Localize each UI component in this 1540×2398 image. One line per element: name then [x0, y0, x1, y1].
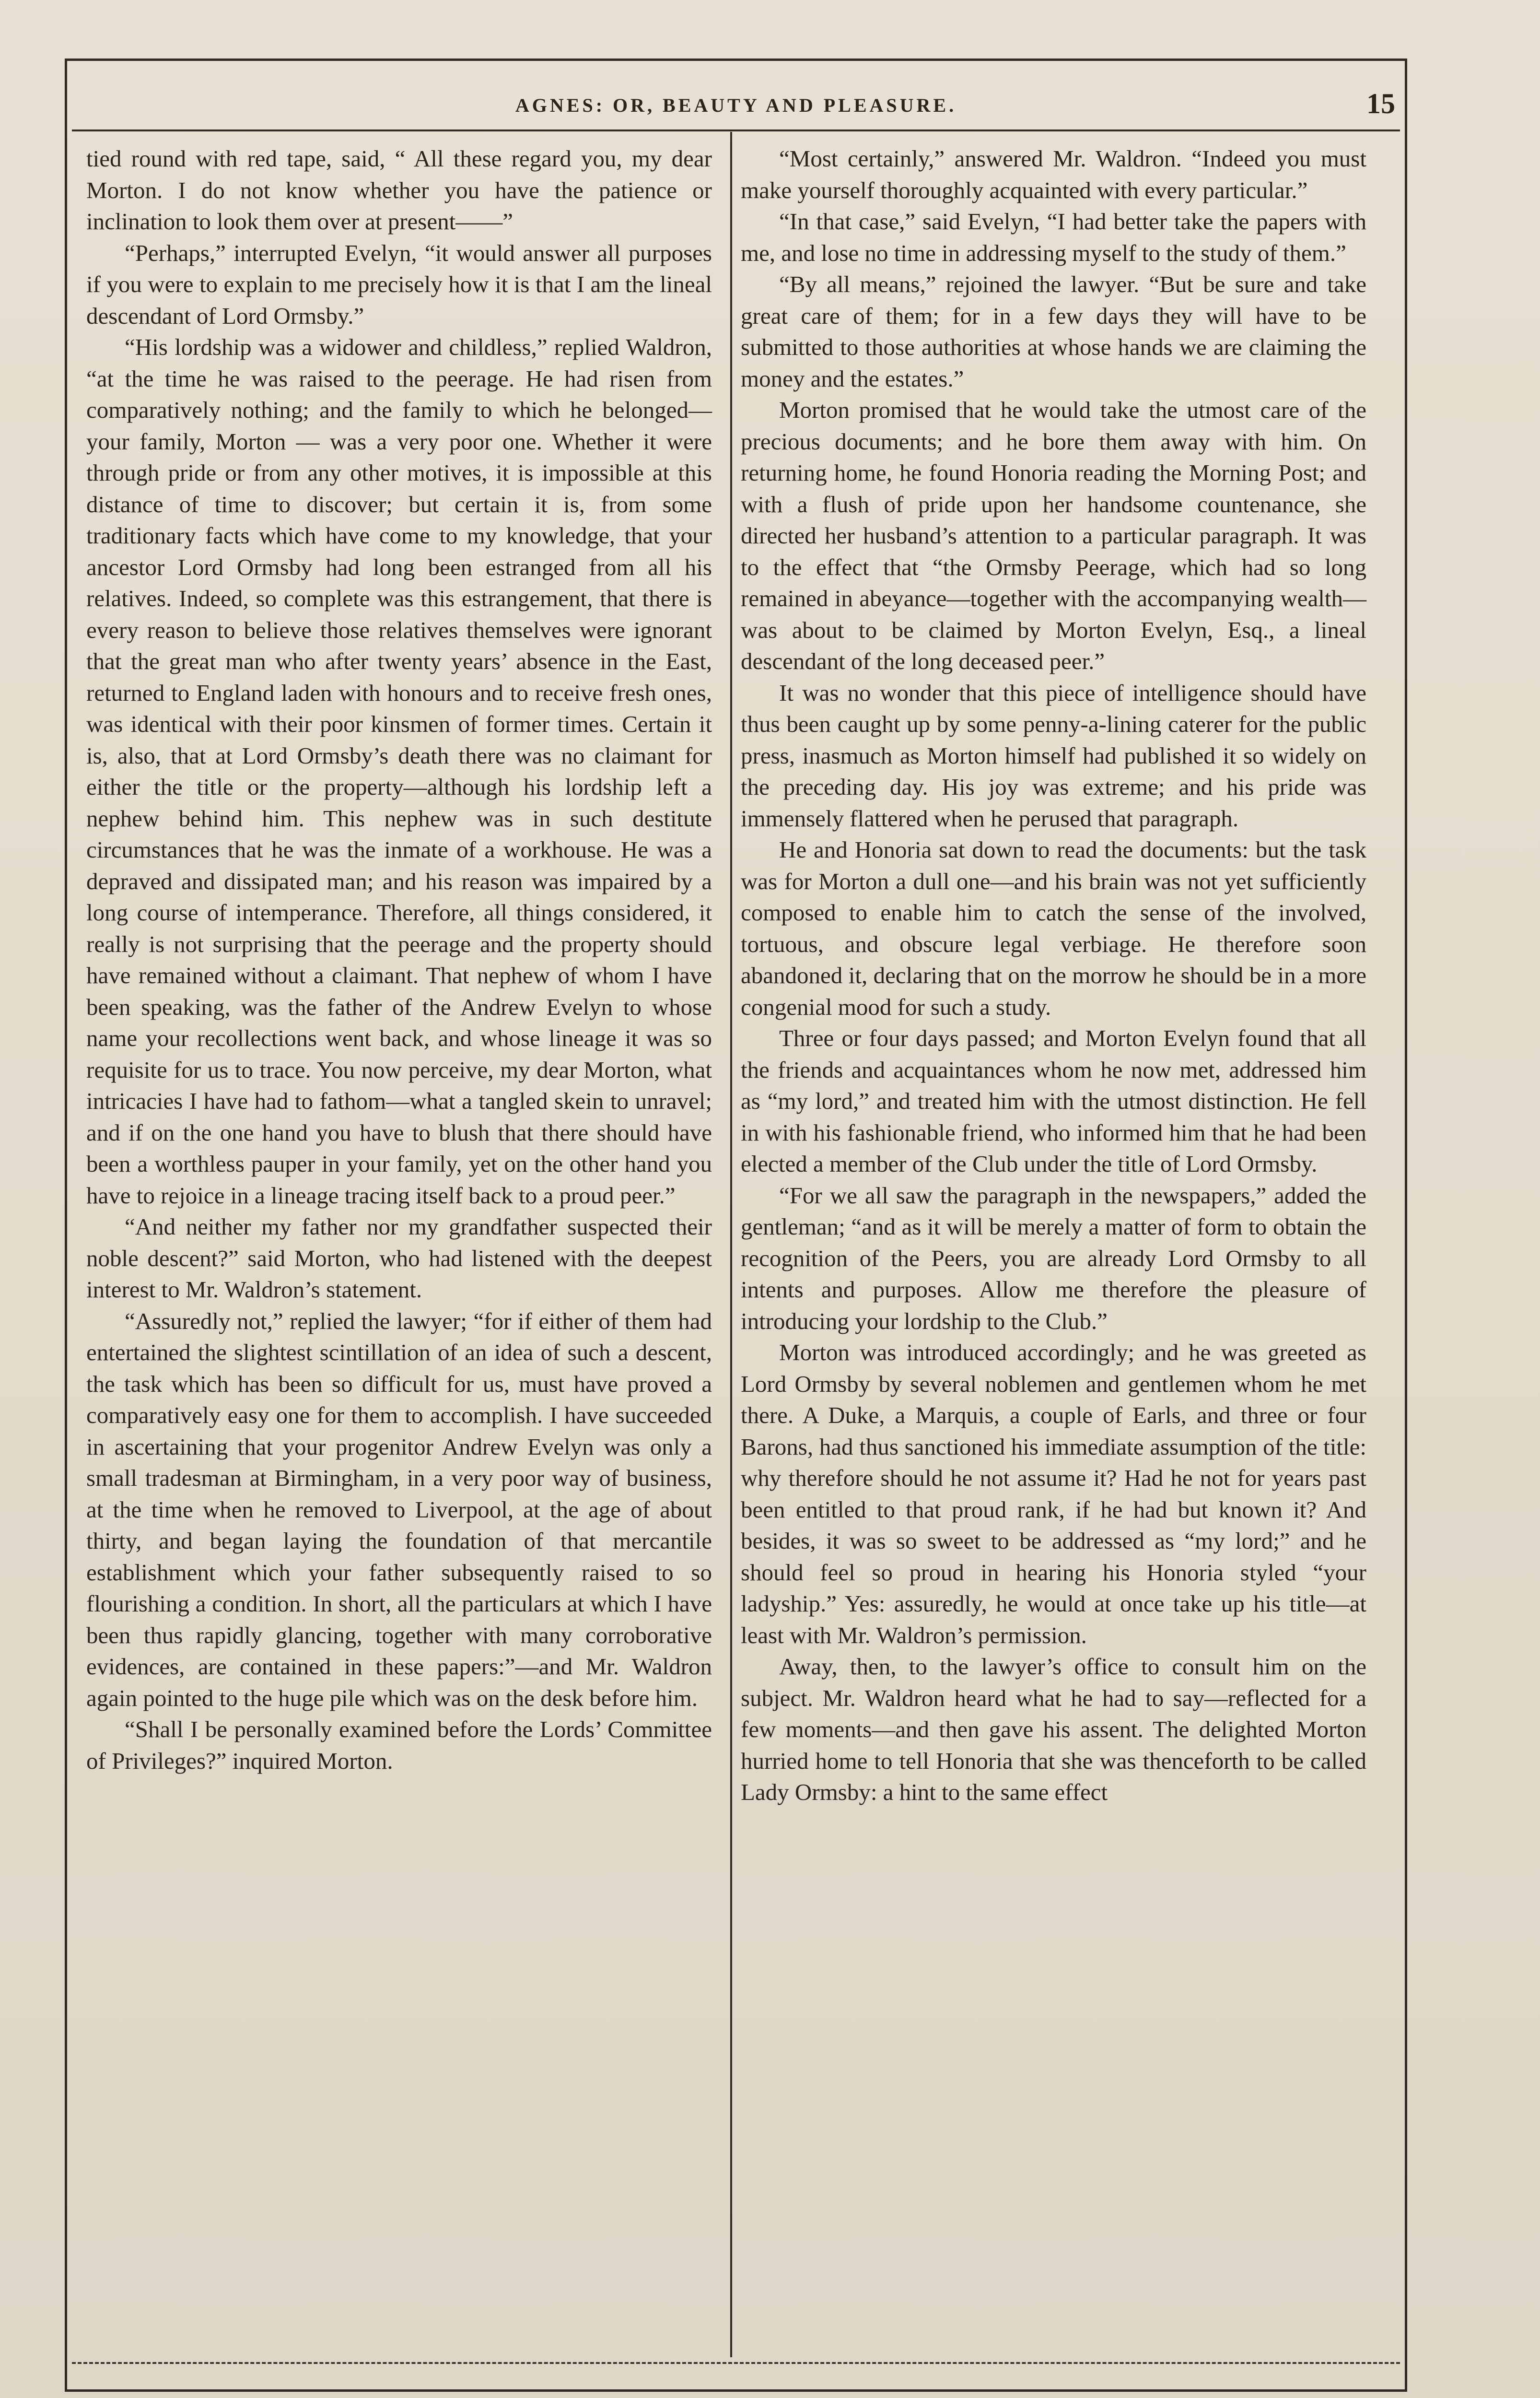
paragraph: “And neither my father nor my grandfather suspected their noble descent?” said Morton, who had listened with the deepest interest to Mr. Waldron’s statement. [86, 1213, 712, 1303]
paragraph: “For we all saw the paragraph in the newspapers,” added the gentleman; “and as it will be merely a matter of form to obtain the recognition of the Peers, you are already Lord Ormsby to all intents and purposes. Allow me therefore the pleasure of introducing your lordship to the Club.” [741, 1182, 1366, 1334]
left-column [86, 143, 712, 1776]
paragraph: “In that case,” said Evelyn, “I had better take the papers with me, and lose no time in addressing myself to the study of them.” [741, 208, 1366, 266]
running-title: AGNES: OR, BEAUTY AND PLEASURE. [515, 94, 957, 116]
right-column [741, 143, 1366, 1808]
paragraph: Three or four days passed; and Morton Evelyn found that all the friends and acquaintances whom he now met, addressed him as “my lord,” and treated him with the utmost distinction. He fell in with his fashionable friend, who informed him that he had been elected a member of the Club under the title of Lord Ormsby. [741, 1025, 1366, 1177]
paragraph: “Shall I be personally examined before the Lords’ Committee of Privileges?” inquired Morton. [86, 1716, 712, 1774]
paragraph: Morton was introduced accordingly; and he was greeted as Lord Ormsby by several noblemen and gentlemen whom he met there. A Duke, a Marquis, a couple of Earls, and three or four Barons, had thus sanctioned his immediate assumption of the title: why therefore should he not assume it? Had he not for years past been entitled to that proud rank, if he had but known it? And besides, it was so sweet to be addressed as “my lord;” and he should feel so proud in hearing his Honoria styled “your ladyship.” Yes: assuredly, he would at once take up his title—at least with Mr. Waldron’s permission. [741, 1339, 1366, 1648]
header-rule [72, 129, 1400, 131]
paragraph: “Most certainly,” answered Mr. Waldron. “Indeed you must make yourself thoroughly acquainted with every particular.” [741, 145, 1366, 203]
paragraph: He and Honoria sat down to read the documents: but the task was for Morton a dull one—and his brain was not yet sufficiently composed to enable him to catch the sense of the involved, tortuous, and obscure legal verbiage. He therefore soon abandoned it, declaring that on the morrow he should be in a more congenial mood for such a study. [741, 836, 1366, 1020]
paragraph: “His lordship was a widower and childless,” replied Waldron, “at the time he was raised to the peerage. He had risen from comparatively nothing; and the family to which he belonged—your family, Morton — was a very poor one. Whether it were through pride or from any other motives, it is impossible at this distance of time to discover; but certain it is, from some traditionary facts which have come to my knowledge, that your ancestor Lord Ormsby had long been estranged from all his relatives. Indeed, so complete was this estrangement, that there is every reason to believe those relatives themselves were ignorant that the great man who after twenty years’ absence in the East, returned to England laden with honours and to receive fresh ones, was identical with their poor kinsmen of former times. Certain it is, also, that at Lord Ormsby’s death there was no claimant for either the title or the property—although his lordship left a nephew behind him. This nephew was in such destitute circumstances that he was the inmate of a workhouse. He was a depraved and dissipated man; and his reason was impaired by a long course of intemperance. Therefore, all things considered, it really is not surprising that the peerage and the property should have remained without a claimant. That nephew of whom I have been speaking, was the father of the Andrew Evelyn to whose name your recollections went back, and whose lineage it was so requisite for us to trace. You now perceive, my dear Morton, what intricacies I have had to fathom—what a tangled skein to unravel; and if on the one hand you have to blush that there should have been a worthless pauper in your family, yet on the other hand you have to rejoice in a lineage tracing itself back to a proud peer.” [86, 334, 712, 1209]
running-head [72, 88, 1400, 125]
paragraph: “Assuredly not,” replied the lawyer; “for if either of them had entertained the slightest scintillation of an idea of such a descent, the task which has been so difficult for us, must have proved a comparatively easy one for them to accomplish. I have succeeded in ascertaining that your progenitor Andrew Evelyn was only a small tradesman at Birmingham, in a very poor way of business, at the time when he removed to Liverpool, at the age of about thirty, and began laying the foundation of that mercantile establishment which your father subsequently raised to so flourishing a condition. In short, all the particulars at which I have been thus rapidly glancing, together with many corroborative evidences, are contained in these papers:”—and Mr. Waldron again pointed to the huge pile which was on the desk before him. [86, 1307, 712, 1711]
paragraph: Morton promised that he would take the utmost care of the precious documents; and he bore them away with him. On returning home, he found Honoria reading the Morning Post; and with a flush of pride upon her handsome countenance, she directed her husband’s attention to a particular paragraph. It was to the effect that “the Ormsby Peerage, which had so long remained in abeyance—together with the accompanying wealth—was about to be claimed by Morton Evelyn, Esq., a lineal descendant of the long deceased peer.” [741, 397, 1366, 674]
paragraph: “By all means,” rejoined the lawyer. “But be sure and take great care of them; for in a few days they will have to be submitted to those authorities at whose hands we are claiming the money and the estates.” [741, 271, 1366, 392]
paragraph: Away, then, to the lawyer’s office to consult him on the subject. Mr. Waldron heard what he had to say—reflected for a few moments—and then gave his assent. The delighted Morton hurried home to tell Honoria that she was thenceforth to be called Lady Ormsby: a hint to the same effect [741, 1653, 1366, 1805]
paragraph: It was no wonder that this piece of intelligence should have thus been caught up by some penny-a-lining caterer for the public press, inasmuch as Morton himself had published it so widely on the preceding day. His joy was extreme; and his pride was immensely flattered when he perused that paragraph. [741, 679, 1366, 832]
column-divider [730, 132, 732, 2357]
paragraph: “Perhaps,” interrupted Evelyn, “it would answer all purposes if you were to explain to me precisely how it is that I am the lineal descendant of Lord Ormsby.” [86, 239, 712, 329]
page-number: 15 [1366, 88, 1395, 119]
paragraph: tied round with red tape, said, “ All these regard you, my dear Morton. I do not know whether you have the patience or inclination to look them over at present——” [86, 145, 712, 235]
footer-rule [72, 2362, 1400, 2364]
